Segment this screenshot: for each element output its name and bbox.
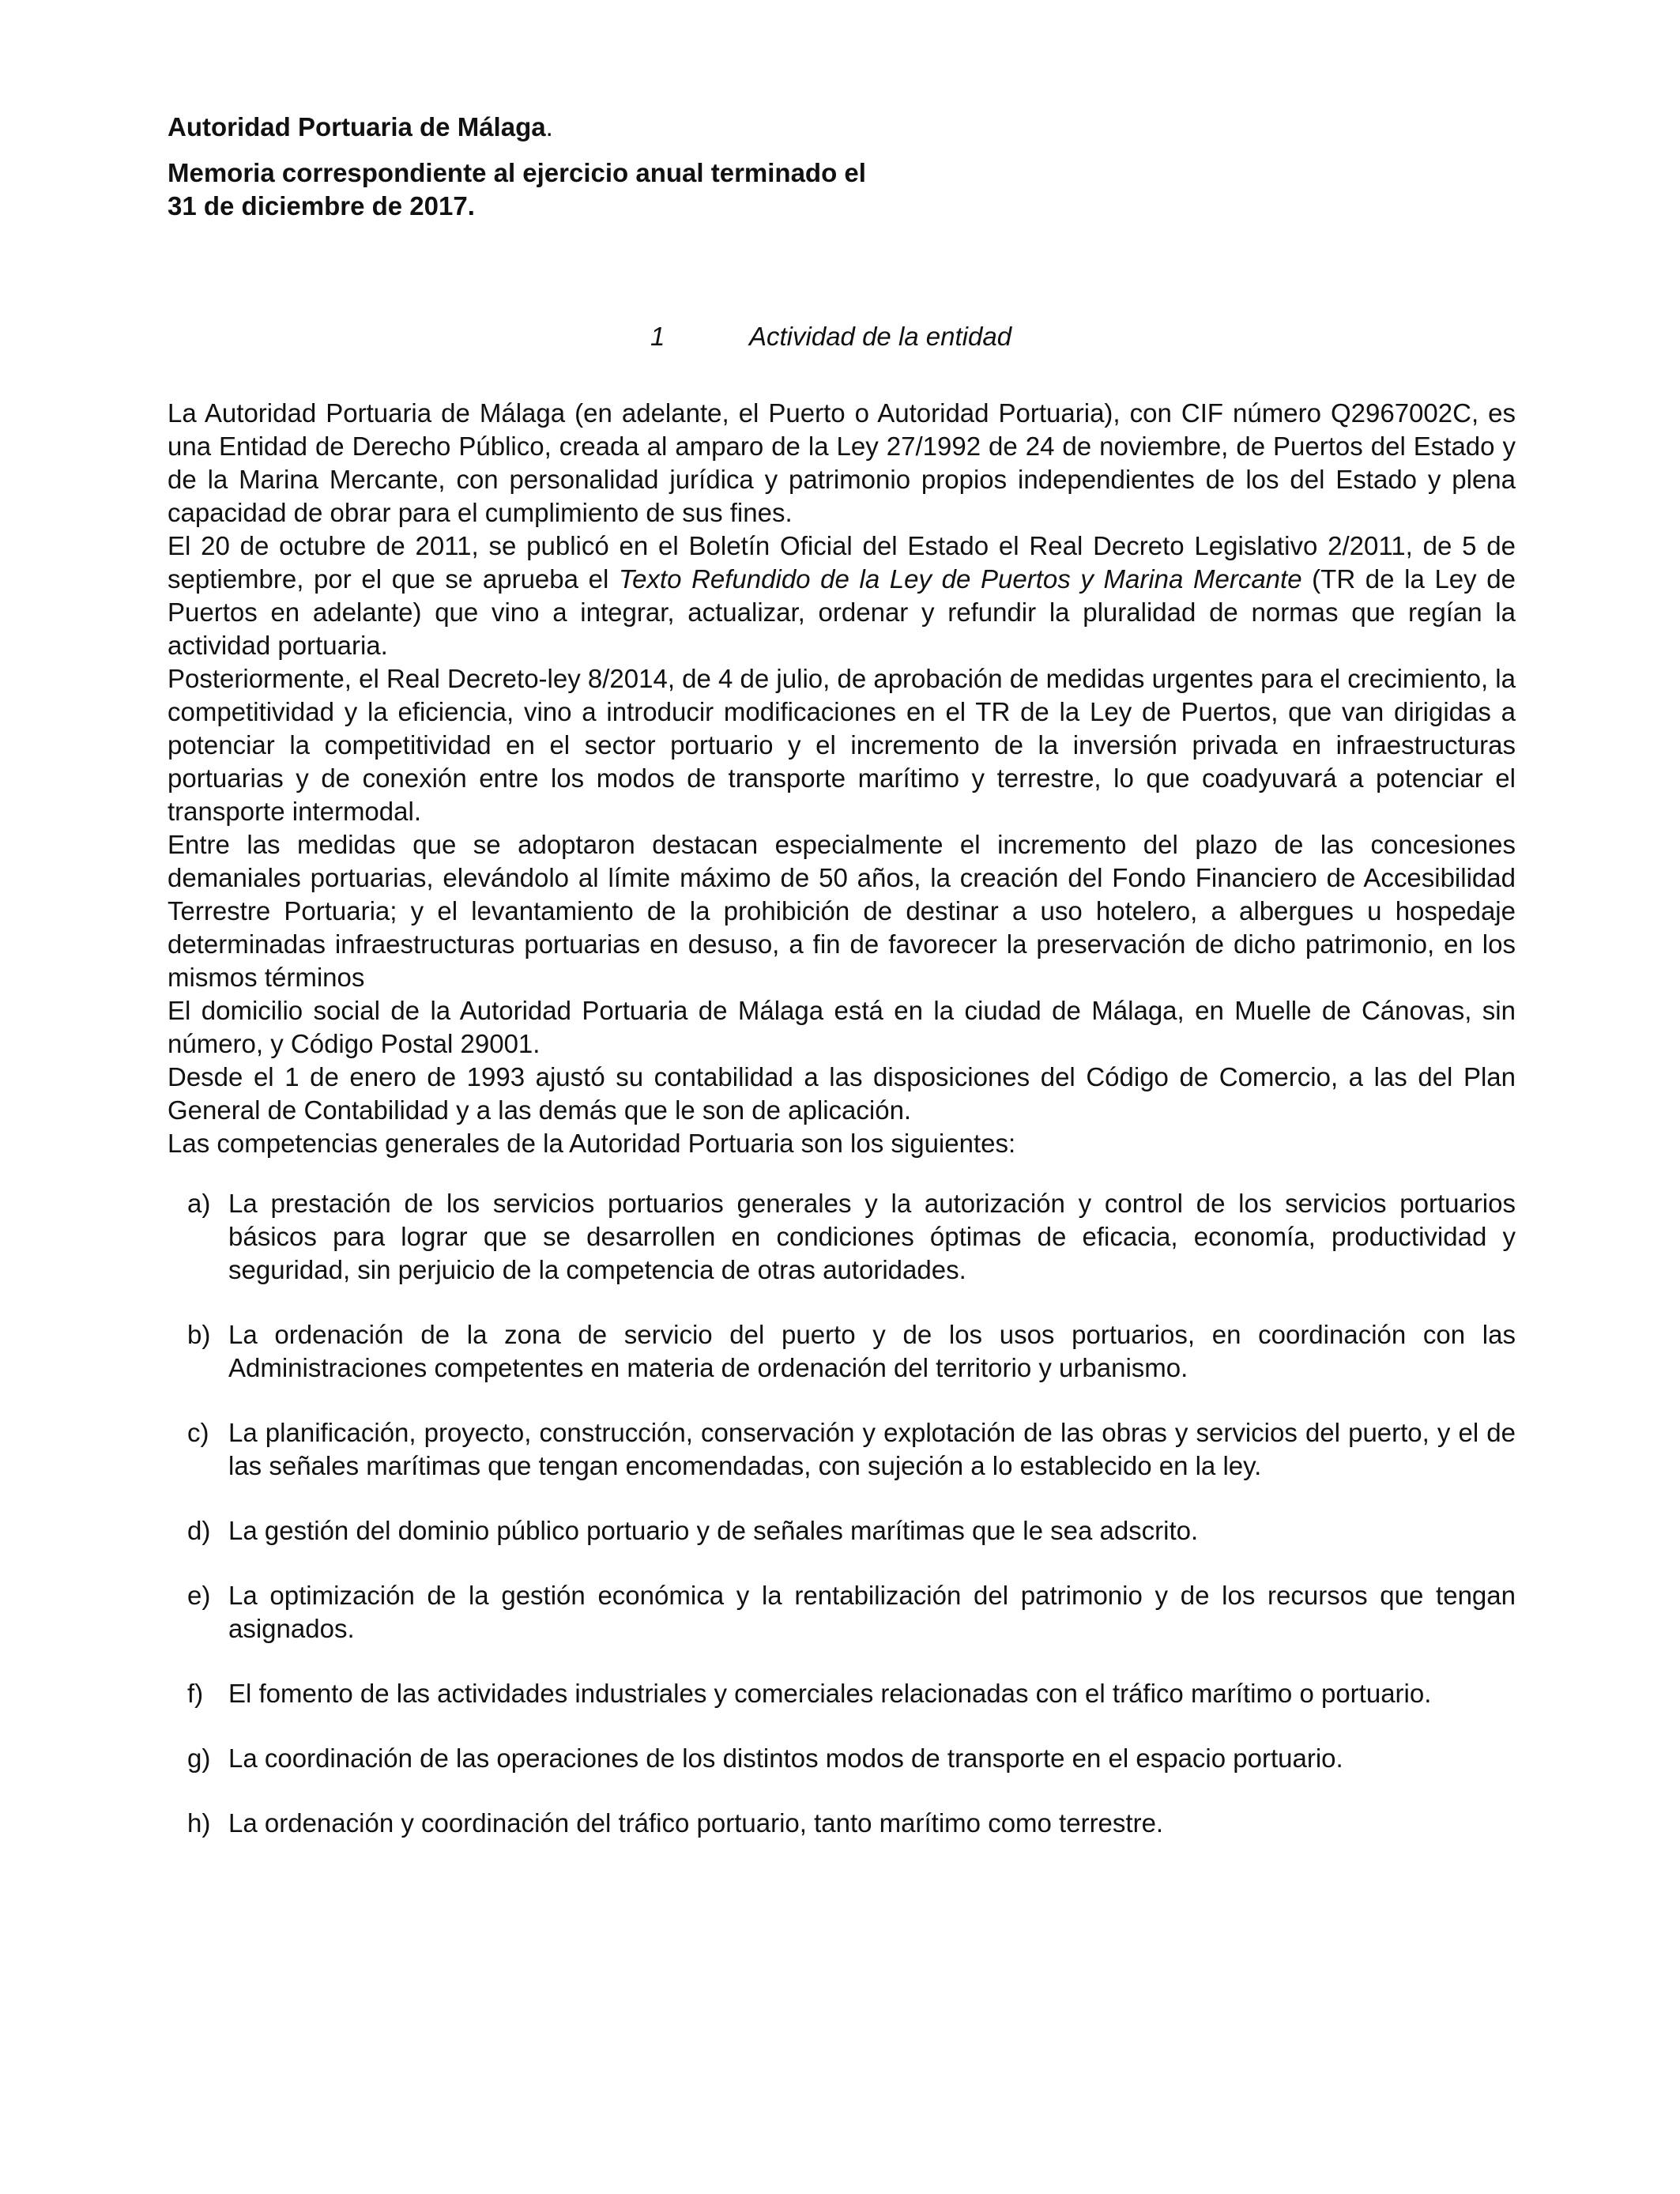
memo-heading-line1: Memoria correspondiente al ejercicio anual terminado el <box>168 158 866 187</box>
list-item <box>168 1187 1516 1287</box>
paragraph-legislative-decree-part1: El 20 de octubre de 2011, se publicó en el Boletín Oficial del Estado el Real Decreto Legislativo 2/2011, de 5 de septiembre, por el que se aprueba el <box>168 531 1516 594</box>
competencies-list <box>168 1187 1516 1840</box>
paragraph-entity-description: La Autoridad Portuaria de Málaga (en adelante, el Puerto o Autoridad Portuaria), con CIF número Q2967002C, es una Entidad de Derecho Público, creada al amparo de la Ley 27/1992 de 24 de noviembre, de Puertos del Estado y de la Marina Mercante, con personalidad jurídica y patrimonio propios independientes de los del Estado y plena capacidad de obrar para el cumplimiento de sus fines. <box>168 398 1516 527</box>
organization-heading <box>168 111 1516 144</box>
list-item-label: b) <box>187 1320 211 1349</box>
list-item <box>168 1807 1516 1840</box>
section-number: 1 <box>650 322 665 351</box>
section-title: Actividad de la entidad <box>749 322 1012 351</box>
list-item-text: El fomento de las actividades industriales y comerciales relacionadas con el tráfico marítimo o portuario. <box>228 1679 1432 1708</box>
document-page <box>168 111 1516 1872</box>
list-item <box>168 1416 1516 1483</box>
list-item-text: La prestación de los servicios portuarios generales y la autorización y control de los servicios portuarios básicos para lograr que se desarrollen en condiciones óptimas de eficacia, economía, productividad y seguridad, sin perjuicio de la competencia de otras autoridades. <box>228 1189 1516 1284</box>
list-item-text: La ordenación y coordinación del tráfico portuario, tanto marítimo como terrestre. <box>228 1808 1164 1838</box>
section-heading <box>168 320 1516 353</box>
list-item-label: d) <box>187 1516 211 1545</box>
memo-heading-line2: 31 de diciembre de 2017. <box>168 191 475 221</box>
law-title-italic: Texto Refundido de la Ley de Puertos y Marina Mercante <box>618 564 1302 594</box>
paragraph-competencies-intro: Las competencias generales de la Autoridad Portuaria son los siguientes: <box>168 1129 1016 1158</box>
list-item-label: h) <box>187 1808 211 1838</box>
paragraph-legislative-decree <box>168 530 1516 662</box>
paragraph-accounting: Desde el 1 de enero de 1993 ajustó su contabilidad a las disposiciones del Código de Comercio, a las del Plan General de Contabilidad y a las demás que le son de aplicación. <box>168 1062 1516 1125</box>
list-item-label: c) <box>187 1418 209 1447</box>
paragraph-decree-law-2014: Posteriormente, el Real Decreto-ley 8/2014, de 4 de julio, de aprobación de medidas urgentes para el crecimiento, la competitividad y la eficiencia, vino a introducir modificaciones en el TR de la Ley de Puertos, que van dirigidas a potenciar la competitividad en el sector portuario y el incremento de la inversión privada en infraestructuras portuarias y de conexión entre los modos de transporte marítimo y terrestre, lo que coadyuvará a potenciar el transporte intermodal. <box>168 664 1516 826</box>
list-item <box>168 1677 1516 1710</box>
list-item <box>168 1514 1516 1547</box>
list-item-label: f) <box>187 1679 204 1708</box>
list-item-text: La optimización de la gestión económica y la rentabilización del patrimonio y de los recursos que tengan asignados. <box>228 1581 1516 1643</box>
list-item-label: e) <box>187 1581 211 1610</box>
list-item-label: g) <box>187 1744 211 1773</box>
list-item <box>168 1318 1516 1385</box>
list-item-text: La coordinación de las operaciones de los distintos modos de transporte en el espacio portuario. <box>228 1744 1343 1773</box>
list-item <box>168 1742 1516 1775</box>
organization-name: Autoridad Portuaria de Málaga <box>168 112 546 141</box>
paragraph-legislative-decree-part2: (TR de la Ley de Puertos en adelante) que vino a integrar, actualizar, ordenar y refundir la pluralidad de normas que regían la actividad portuaria. <box>168 564 1516 660</box>
paragraph-registered-office: El domicilio social de la Autoridad Portuaria de Málaga está en la ciudad de Málaga, en Muelle de Cánovas, sin número, y Código Postal 29001. <box>168 996 1516 1058</box>
list-item-text: La gestión del dominio público portuario y de señales marítimas que le sea adscrito. <box>228 1516 1199 1545</box>
memo-heading <box>168 156 1516 223</box>
list-item <box>168 1579 1516 1646</box>
organization-name-period: . <box>545 112 553 141</box>
list-item-label: a) <box>187 1189 211 1218</box>
list-item-text: La planificación, proyecto, construcción, conservación y explotación de las obras y servicios del puerto, y el de las señales marítimas que tengan encomendadas, con sujeción a lo establecido en la ley. <box>228 1418 1516 1480</box>
list-item-text: La ordenación de la zona de servicio del puerto y de los usos portuarios, en coordinación con las Administraciones competentes en materia de ordenación del territorio y urbanismo. <box>228 1320 1516 1382</box>
paragraph-measures: Entre las medidas que se adoptaron destacan especialmente el incremento del plazo de las concesiones demaniales portuarias, elevándolo al límite máximo de 50 años, la creación del Fondo Financiero de Accesibilidad Terrestre Portuaria; y el levantamiento de la prohibición de destinar a uso hotelero, a albergues u hospedaje determinadas infraestructuras portuarias en desuso, a fin de favorecer la preservación de dicho patrimonio, en los mismos términos <box>168 830 1516 992</box>
